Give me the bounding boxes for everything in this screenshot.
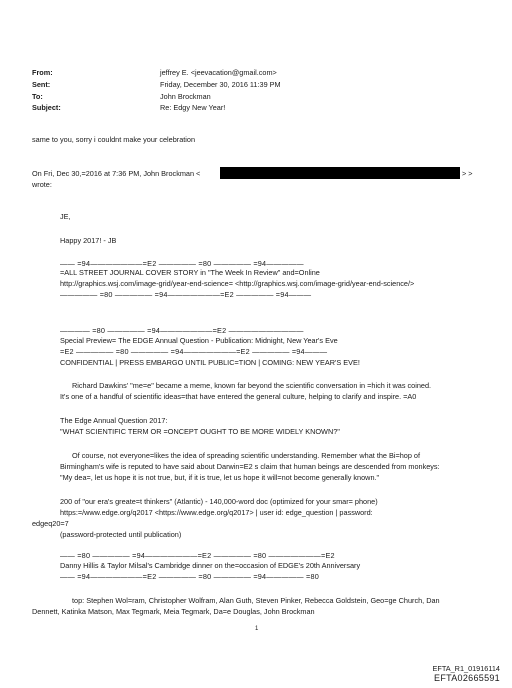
happy-line: Happy 2017! - JB: [60, 236, 117, 245]
course-line-2: Birmingham's wife is reputed to have said about Darwin=E2 s claim that human beings are descended from monkeys:: [60, 462, 440, 471]
redaction-bar: [220, 167, 460, 179]
separator-rule: ————— =80 ————— =94———————=E2 ————— =94———: [60, 290, 312, 299]
to-label: To:: [32, 92, 43, 101]
subject-label: Subject:: [32, 103, 61, 112]
greeting: JE,: [60, 212, 71, 221]
thinkers-link[interactable]: https:=/www.edge.org/q2017 <https://www.edge.org/q2017> | user id: edge_question | password:: [60, 508, 373, 517]
to-value: John Brockman: [160, 92, 211, 101]
course-line-1: Of course, not everyone=likes the idea of spreading scientific understanding. Remember what the Bi=hop of: [72, 451, 421, 460]
quote-header-tail: > >: [462, 169, 473, 178]
special-preview-line: Special Preview= The EDGE Annual Question - Publication: Midnight, New Year's Eve: [60, 336, 338, 345]
thinkers-line-1: 200 of "our era's greate=t thinkers" (Atlantic) - 140,000-word doc (optimized for your smar= phone): [60, 497, 378, 506]
course-line-3: "My dea=, let us hope it is not true, but, if it is true, let us hope it will=not become generally known.": [60, 473, 380, 482]
separator-rule: —— =94———————=E2 ————— =80 ————— =94—————: [60, 259, 304, 268]
sent-label: Sent:: [32, 80, 51, 89]
dawkins-line-2: It's one of a handful of scientific ideas=that have entered the general culture, helping to clarify and inspire. =A0: [60, 392, 417, 401]
footer-id-2: EFTA02665591: [434, 673, 500, 683]
top-names-line-2: Dennett, Katinka Matson, Max Tegmark, Meia Tegmark, Da=e Douglas, John Brockman: [32, 607, 315, 616]
quote-header-line: On Fri, Dec 30,=2016 at 7:36 PM, John Brockman <: [32, 169, 201, 178]
from-value: jeffrey E. <jeevacation@gmail.com>: [160, 68, 277, 77]
reply-line: same to you, sorry i couldnt make your celebration: [32, 135, 196, 144]
top-names-line-1: top: Stephen Wol=ram, Christopher Wolfram, Alan Guth, Steven Pinker, Rebecca Goldstein, Geo=ge Church, Dan: [72, 596, 440, 605]
wsj-link[interactable]: http://graphics.wsj.com/image-grid/year-end-science= <http://graphics.wsj.com/image-grid/year-end-science/>: [60, 279, 415, 288]
separator-rule: —— =94———————=E2 ————— =80 ————— =94————— =80: [60, 572, 319, 581]
hillis-line: Danny Hillis & Taylor Milsal's Cambridge dinner on the=occasion of EDGE's 20th Anniversary: [60, 561, 361, 570]
footer-id-1: EFTA_R1_01916114: [432, 664, 500, 673]
separator-rule: ———— =80 ————— =94———————=E2 ——————————: [60, 326, 304, 335]
page-number: 1: [255, 626, 259, 632]
thinkers-line-4: (password-protected until publication): [60, 530, 182, 539]
subject-value: Re: Edgy New Year!: [160, 103, 226, 112]
quote-wrote: wrote:: [32, 180, 52, 189]
sent-value: Friday, December 30, 2016 11:39 PM: [160, 80, 281, 89]
question-text: "WHAT SCIENTIFIC TERM OR =ONCEPT OUGHT TO BE MORE WIDELY KNOWN?": [60, 427, 340, 436]
confidential-line: CONFIDENTIAL | PRESS EMBARGO UNTIL PUBLIC=TION | COMING: NEW YEAR'S EVE!: [60, 358, 360, 367]
separator-rule: —— =80 ————— =94———————=E2 ————— =80 ———————=E2: [60, 551, 335, 560]
separator-rule: =E2 ————— =80 ————— =94———————=E2 ————— =94———: [60, 347, 328, 356]
wsj-line: =ALL STREET JOURNAL COVER STORY in "The Week In Review" and=Online: [60, 268, 320, 277]
thinkers-line-3: edgeq20=7: [32, 519, 69, 528]
dawkins-line-1: Richard Dawkins' "me=e" became a meme, known far beyond the scientific conversation in =hich it was coined.: [72, 381, 432, 390]
from-label: From:: [32, 68, 53, 77]
question-title: The Edge Annual Question 2017:: [60, 416, 168, 425]
